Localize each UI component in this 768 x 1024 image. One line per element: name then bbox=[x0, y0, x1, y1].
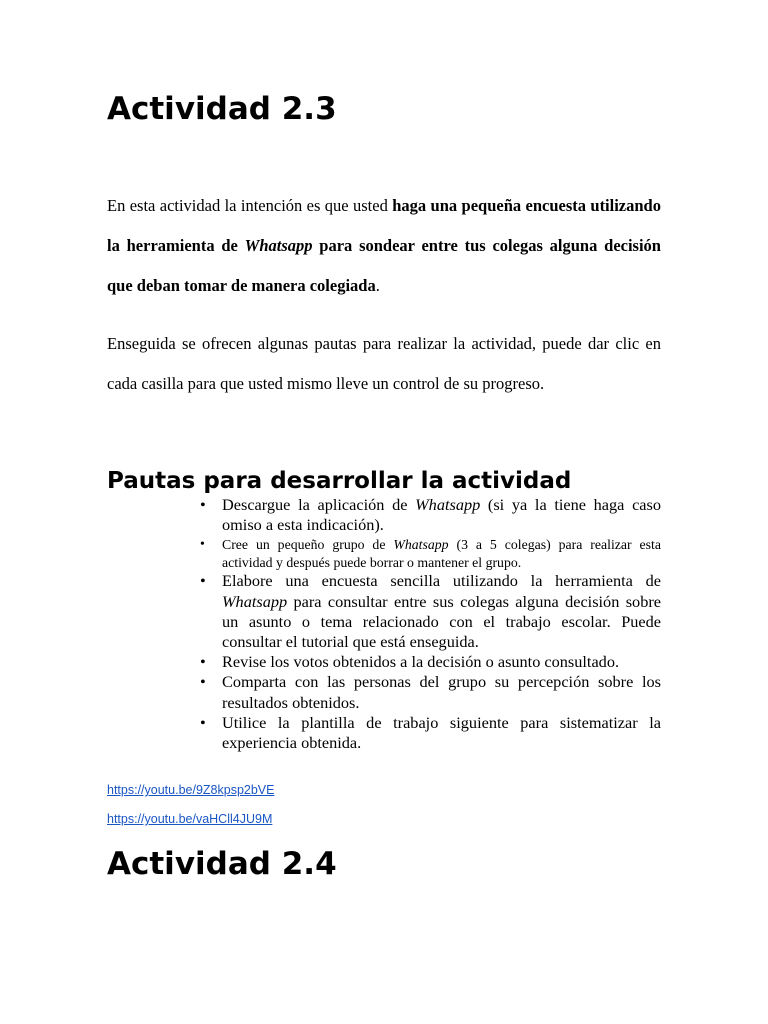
bullet-icon: • bbox=[200, 712, 206, 732]
instructions-paragraph: Enseguida se ofrecen algunas pautas para realizar la actividad, puede dar clic en cada casilla para que usted mismo lleve un control de su progreso. bbox=[107, 334, 661, 393]
youtube-link-1[interactable]: https://youtu.be/9Z8kpsp2bVE bbox=[107, 783, 275, 797]
intro-whatsapp-italic: Whatsapp bbox=[244, 236, 313, 255]
bullet-icon: • bbox=[200, 536, 205, 552]
intro-paragraph bbox=[107, 186, 661, 306]
intro-bold-text: haga una pequeña encuesta utilizando la herramienta de bbox=[107, 196, 661, 255]
bullet-icon: • bbox=[200, 495, 206, 514]
list-item[interactable]: • Comparta con las personas del grupo su percepción sobre los resultados obtenidos. bbox=[200, 672, 661, 712]
intro-text: En esta actividad la intención es que usted bbox=[107, 196, 393, 215]
bullet-icon: • bbox=[200, 652, 206, 672]
heading-actividad-2-3: Actividad 2.3 bbox=[107, 91, 337, 127]
list-item[interactable]: • Descargue la aplicación de Whatsapp (si ya la tiene haga caso omiso a esta indicación). bbox=[200, 495, 661, 535]
list-item[interactable]: • Utilice la plantilla de trabajo siguiente para sistematizar la experiencia obtenida. bbox=[200, 712, 661, 753]
list-item[interactable]: • Elabore una encuesta sencilla utilizando la herramienta de Whatsapp para consultar entre sus colegas alguna decisión sobre un asunto o tema relacionado con el trabajo escolar. Puede consultar el tutorial que está enseguida. bbox=[200, 571, 661, 652]
intro-period: . bbox=[375, 276, 380, 295]
pautas-list bbox=[200, 495, 661, 753]
list-item[interactable]: • Revise los votos obtenidos a la decisión o asunto consultado. bbox=[200, 652, 620, 672]
bullet-icon: • bbox=[200, 672, 206, 692]
intro-bold-text-2: para sondear entre tus colegas alguna decisión que deban tomar de manera colegiada bbox=[107, 236, 661, 295]
bullet-icon: • bbox=[200, 571, 206, 591]
heading-actividad-2-4: Actividad 2.4 bbox=[107, 846, 337, 882]
heading-pautas: Pautas para desarrollar la actividad bbox=[107, 468, 572, 494]
youtube-link-2[interactable]: https://youtu.be/vaHCll4JU9M bbox=[107, 812, 273, 826]
list-item[interactable]: • Cree un pequeño grupo de Whatsapp (3 a 5 colegas) para realizar esta actividad y después puede borrar o mantener el grupo. bbox=[200, 536, 661, 570]
